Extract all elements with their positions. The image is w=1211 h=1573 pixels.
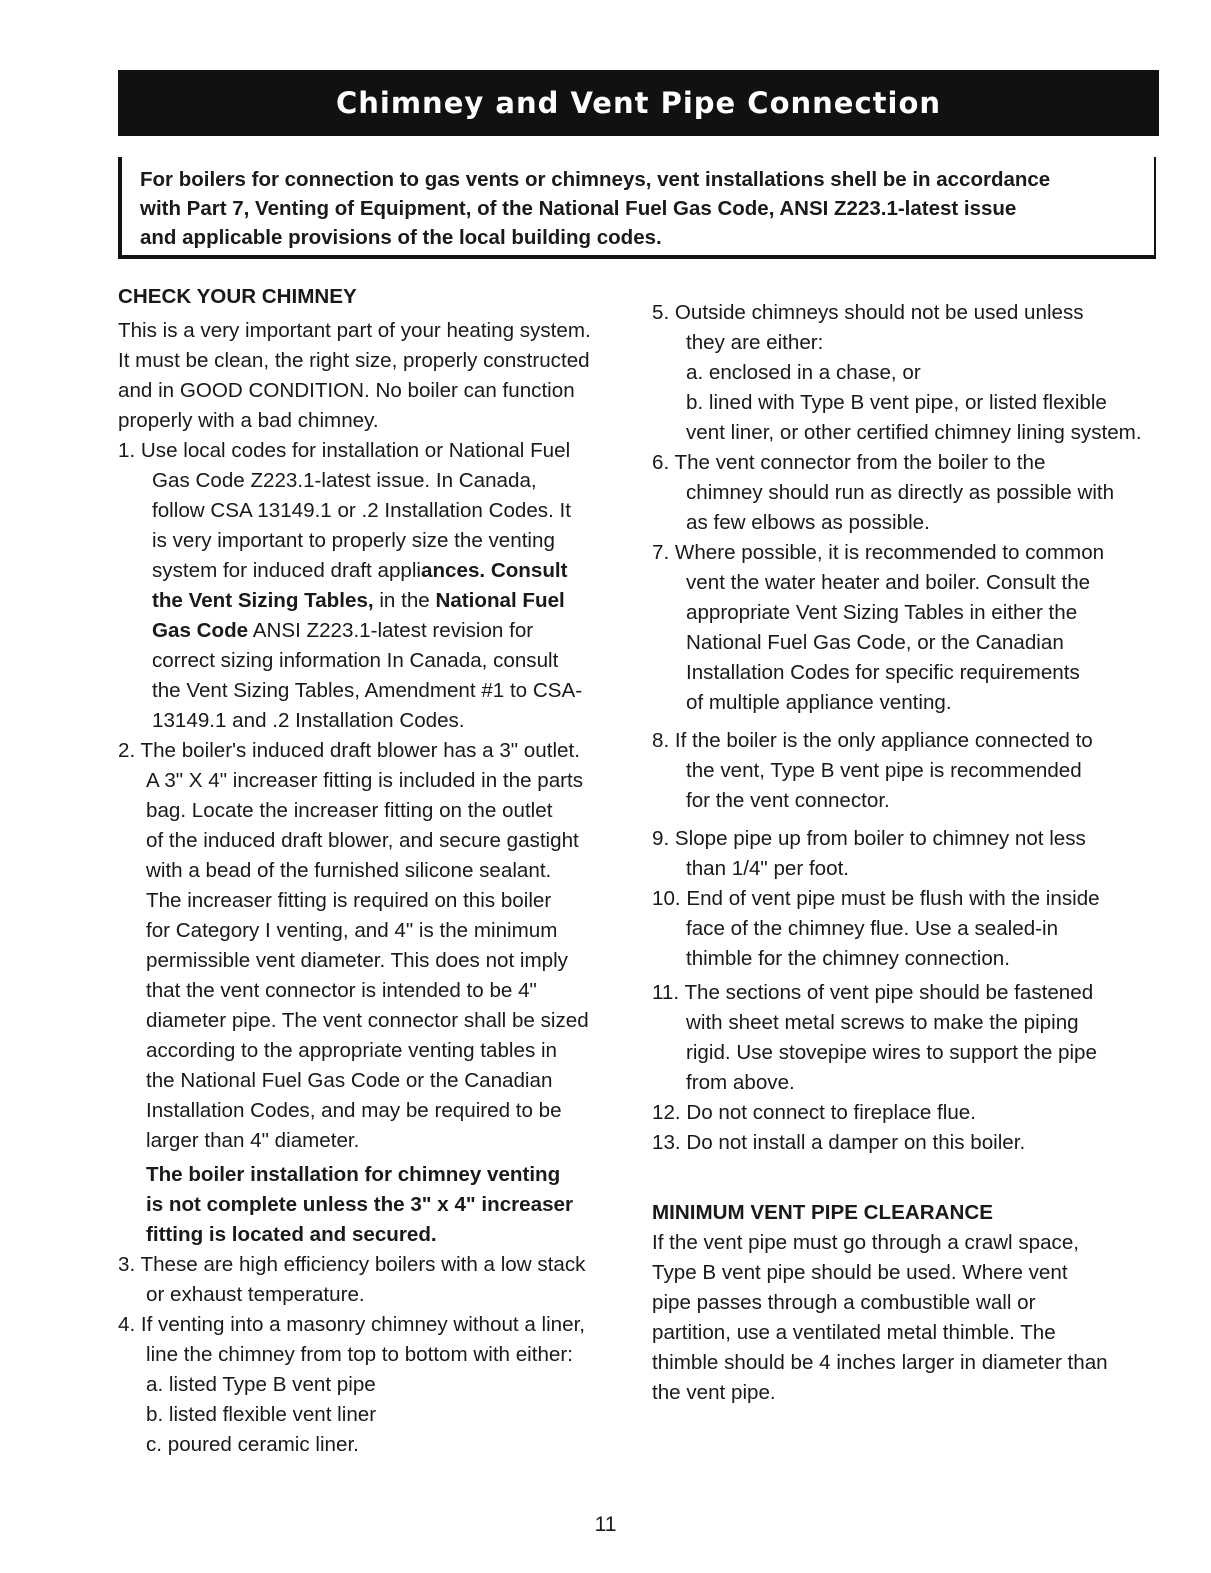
clearance-paragraph: [652, 1228, 1164, 1408]
list-item-10: [652, 884, 1164, 974]
page-title: Chimney and Vent Pipe Connection: [118, 70, 1159, 136]
notice-line: and applicable provisions of the local building codes.: [140, 226, 662, 249]
item-line: b. listed flexible vent liner: [146, 1403, 377, 1426]
item-line: a. enclosed in a chase, or: [686, 361, 921, 384]
item-line: line the chimney from top to bottom with either:: [146, 1343, 573, 1366]
list-item-11: [652, 978, 1164, 1098]
list-item-12: 12. Do not connect to fireplace flue.: [652, 1101, 976, 1124]
item-line: follow CSA 13149.1 or .2 Installation Codes. It: [152, 499, 571, 522]
right-column: [652, 298, 1164, 1408]
paragraph-line: If the vent pipe must go through a crawl space,: [652, 1231, 1079, 1254]
paragraph-line: the vent pipe.: [652, 1381, 776, 1404]
item-line: 8. If the boiler is the only appliance connected to: [652, 729, 1093, 752]
item-line: correct sizing information In Canada, consult: [152, 649, 559, 672]
item-line: rigid. Use stovepipe wires to support the pipe: [686, 1041, 1097, 1064]
item-line: face of the chimney flue. Use a sealed-in: [686, 917, 1059, 940]
paragraph-line: Type B vent pipe should be used. Where vent: [652, 1261, 1068, 1284]
item-line: the National Fuel Gas Code or the Canadian: [146, 1069, 553, 1092]
item-line: the Vent Sizing Tables, Amendment #1 to CSA-: [152, 679, 583, 702]
item-line: vent the water heater and boiler. Consult the: [686, 571, 1091, 594]
item-line: the vent, Type B vent pipe is recommended: [686, 759, 1082, 782]
intro-line: properly with a bad chimney.: [118, 409, 379, 432]
item-line: with sheet metal screws to make the piping: [686, 1011, 1079, 1034]
item-line: [118, 616, 632, 646]
intro-line: It must be clean, the right size, properly constructed: [118, 349, 590, 372]
item-line: is very important to properly size the venting: [152, 529, 555, 552]
list-item-3: [118, 1250, 632, 1310]
item-line: they are either:: [686, 331, 824, 354]
intro-line: and in GOOD CONDITION. No boiler can function: [118, 379, 575, 402]
item-line: for Category I venting, and 4" is the minimum: [146, 919, 558, 942]
item-line: 7. Where possible, it is recommended to common: [652, 541, 1105, 564]
item-line: 6. The vent connector from the boiler to the: [652, 451, 1046, 474]
item-line: that the vent connector is intended to be 4": [146, 979, 537, 1002]
item-line: National Fuel Gas Code, or the Canadian: [686, 631, 1064, 654]
item-line: 4. If venting into a masonry chimney without a liner,: [118, 1313, 586, 1336]
intro-line: This is a very important part of your heating system.: [118, 319, 591, 342]
item-line: as few elbows as possible.: [686, 511, 930, 534]
item-line: [118, 586, 632, 616]
list-item-7: [652, 538, 1164, 718]
paragraph-line: thimble should be 4 inches larger in diameter than: [652, 1351, 1108, 1374]
item-line: of the induced draft blower, and secure gastight: [146, 829, 579, 852]
notice-box: [118, 157, 1156, 259]
list-item-9: [652, 824, 1164, 884]
item-line: permissible vent diameter. This does not imply: [146, 949, 568, 972]
text-run: ANSI Z223.1-latest revision for: [248, 619, 534, 642]
warning-line: fitting is located and secured.: [146, 1223, 437, 1246]
item-line: appropriate Vent Sizing Tables in either the: [686, 601, 1078, 624]
item-line: vent liner, or other certified chimney lining system.: [686, 421, 1142, 444]
list-item-1: [118, 436, 632, 736]
item-line: bag. Locate the increaser fitting on the outlet: [146, 799, 553, 822]
notice-line: with Part 7, Venting of Equipment, of the National Fuel Gas Code, ANSI Z223.1-latest issue: [140, 197, 1017, 220]
item-line: thimble for the chimney connection.: [686, 947, 1010, 970]
item-line: Installation Codes, and may be required to be: [146, 1099, 562, 1122]
item-line: from above.: [686, 1071, 795, 1094]
item-line: Installation Codes for specific requirements: [686, 661, 1080, 684]
item-line: according to the appropriate venting tables in: [146, 1039, 558, 1062]
item-line: 5. Outside chimneys should not be used unless: [652, 301, 1084, 324]
list-item-2: [118, 736, 632, 1156]
warning-note: [118, 1160, 632, 1250]
section-heading-check-chimney: CHECK YOUR CHIMNEY: [118, 285, 357, 308]
item-line: of multiple appliance venting.: [686, 691, 952, 714]
item-line: for the vent connector.: [686, 789, 890, 812]
section-heading-clearance: MINIMUM VENT PIPE CLEARANCE: [652, 1201, 993, 1224]
paragraph-line: partition, use a ventilated metal thimble. The: [652, 1321, 1056, 1344]
list-item-4: [118, 1310, 632, 1460]
text-run-bold: ances. Consult: [421, 559, 568, 582]
notice-line: For boilers for connection to gas vents or chimneys, vent installations shell be in accordance: [140, 168, 1051, 191]
item-line: larger than 4" diameter.: [146, 1129, 360, 1152]
text-run-bold: Gas Code: [152, 619, 249, 642]
item-line: diameter pipe. The vent connector shall be sized: [146, 1009, 589, 1032]
item-line: 3. These are high efficiency boilers with a low stack: [118, 1253, 586, 1276]
item-line: b. lined with Type B vent pipe, or listed flexible: [686, 391, 1107, 414]
item-line: Gas Code Z223.1-latest issue. In Canada,: [152, 469, 537, 492]
item-line: A 3" X 4" increaser fitting is included in the parts: [146, 769, 584, 792]
list-item-8: [652, 726, 1164, 816]
item-line: 11. The sections of vent pipe should be fastened: [652, 981, 1094, 1004]
text-run: in the: [373, 589, 436, 612]
warning-line: The boiler installation for chimney venting: [146, 1163, 561, 1186]
left-column: [118, 282, 632, 1460]
item-line: than 1/4" per foot.: [686, 857, 850, 880]
item-line: a. listed Type B vent pipe: [146, 1373, 376, 1396]
item-line: The increaser fitting is required on this boiler: [146, 889, 552, 912]
text-run-bold: National Fuel: [435, 589, 565, 612]
page-number: 11: [594, 1513, 617, 1536]
warning-line: is not complete unless the 3" x 4" increaser: [146, 1193, 573, 1216]
paragraph-line: pipe passes through a combustible wall or: [652, 1291, 1036, 1314]
list-item-6: [652, 448, 1164, 538]
item-line: [118, 556, 632, 586]
list-item-13: 13. Do not install a damper on this boiler.: [652, 1131, 1026, 1154]
item-line: chimney should run as directly as possible with: [686, 481, 1115, 504]
item-line: 2. The boiler's induced draft blower has a 3" outlet.: [118, 739, 580, 762]
item-line: with a bead of the furnished silicone sealant.: [146, 859, 552, 882]
list-item-5: [652, 298, 1164, 448]
item-line: 13149.1 and .2 Installation Codes.: [152, 709, 465, 732]
item-line: or exhaust temperature.: [146, 1283, 365, 1306]
item-line: 1. Use local codes for installation or National Fuel: [118, 439, 571, 462]
item-line: c. poured ceramic liner.: [146, 1433, 359, 1456]
item-line: 9. Slope pipe up from boiler to chimney not less: [652, 827, 1086, 850]
text-run-bold: the Vent Sizing Tables,: [152, 589, 374, 612]
text-run: system for induced draft appli: [152, 559, 421, 582]
item-line: 10. End of vent pipe must be flush with the inside: [652, 887, 1100, 910]
